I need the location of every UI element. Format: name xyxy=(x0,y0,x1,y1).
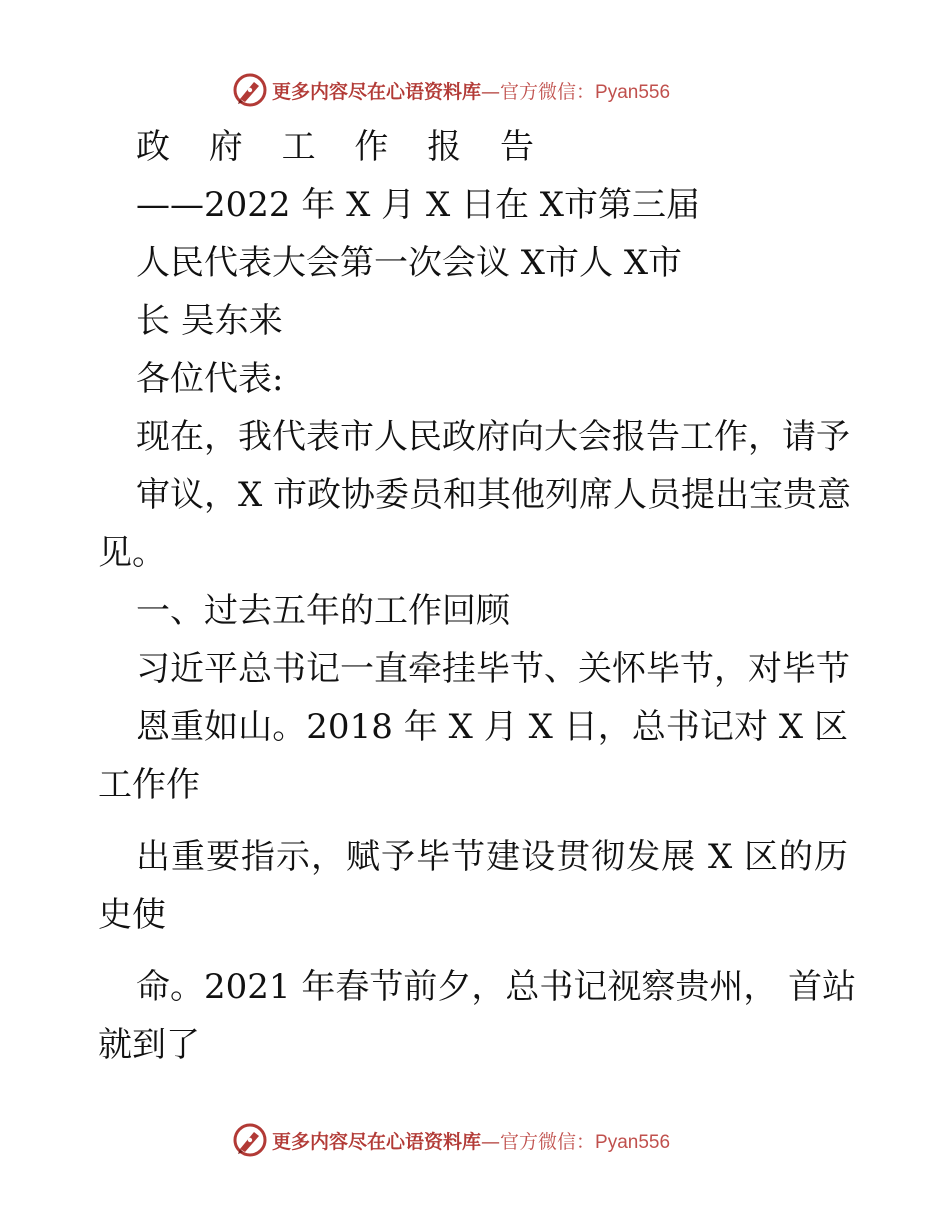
subtitle-line-1: ——2022 年 X 月 X 日在 X市第三届 xyxy=(136,185,700,225)
paragraph-line: 就到了 xyxy=(98,1025,200,1065)
watermark-text: 更多内容尽在心语资料库—官方微信：Pyan556 xyxy=(272,80,671,103)
document-title: 政 府 工 作 报 告 xyxy=(136,127,549,167)
paragraph-line: 史使 xyxy=(98,895,166,935)
paragraph-line: 见。 xyxy=(98,533,166,573)
paragraph-line: 命。2021 年春节前夕，总书记视察贵州， 首站 xyxy=(136,967,857,1007)
subtitle-line-3: 长 吴东来 xyxy=(136,301,283,341)
paragraph-line: 现在，我代表市人民政府向大会报告工作，请予 xyxy=(136,417,850,457)
paragraph-line: 工作作 xyxy=(98,765,200,805)
paragraph-line: 审议，X 市政协委员和其他列席人员提出宝贵意 xyxy=(136,475,852,515)
pen-logo-icon xyxy=(232,1122,268,1158)
paragraph-line: 恩重如山。2018 年 X 月 X 日，总书记对 X 区 xyxy=(136,707,848,747)
subtitle-line-2: 人民代表大会第一次会议 X市人 X市 xyxy=(136,243,683,283)
salutation: 各位代表: xyxy=(136,359,284,399)
watermark-banner-top xyxy=(232,70,670,110)
section-heading: 一、过去五年的工作回顾 xyxy=(136,591,510,631)
watermark-text: 更多内容尽在心语资料库—官方微信：Pyan556 xyxy=(272,1130,671,1153)
paragraph-line: 习近平总书记一直牵挂毕节、关怀毕节，对毕节 xyxy=(136,649,850,689)
paragraph-line: 出重要指示，赋予毕节建设贯彻发展 X 区的历 xyxy=(136,837,848,877)
pen-logo-icon xyxy=(232,72,268,108)
watermark-banner-bottom xyxy=(232,1120,670,1160)
